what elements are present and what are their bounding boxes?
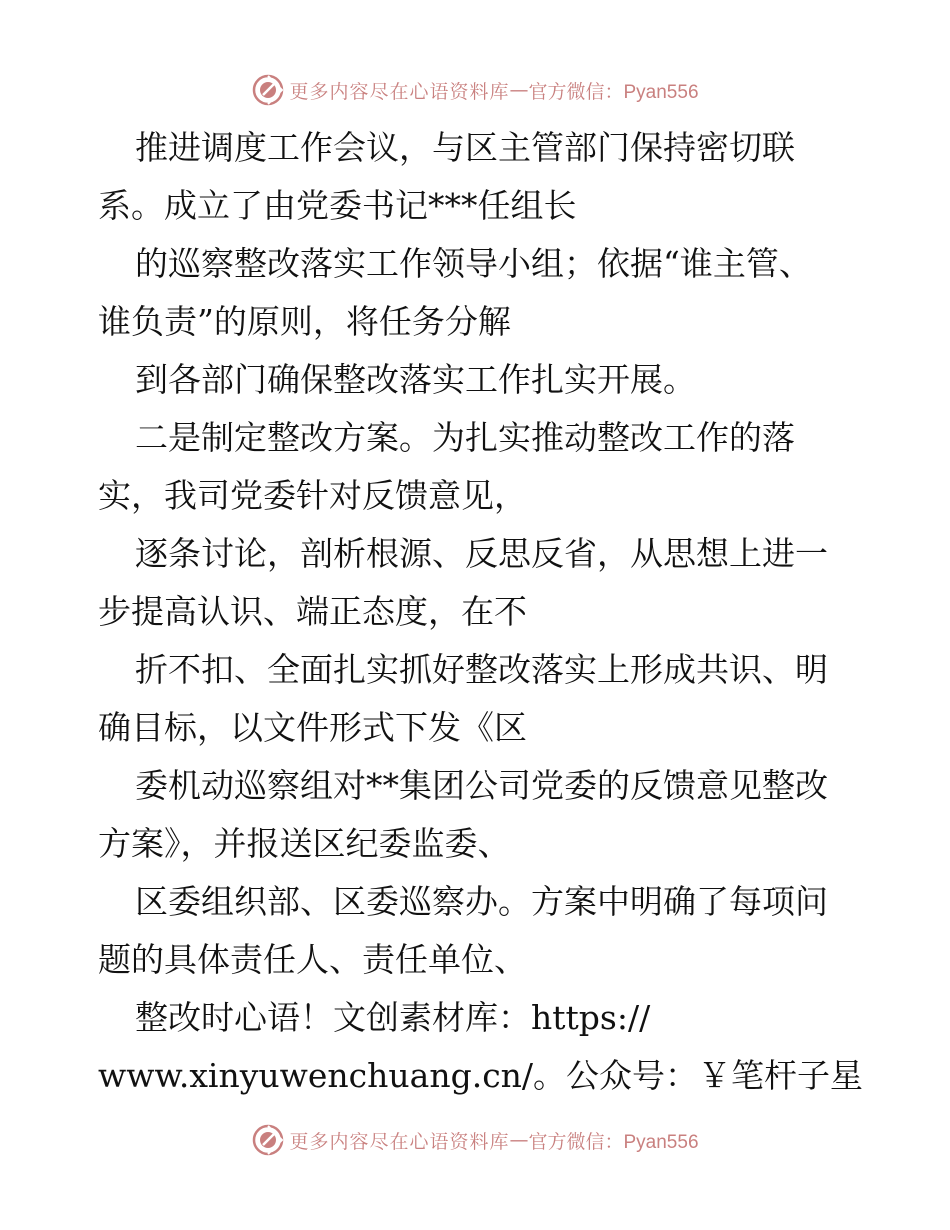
- text-line: 步提高认识、端正态度，在不: [98, 592, 527, 631]
- text-line: www.xinyuwenchuang.cn/。公众号：￥笔杆子星: [98, 1056, 864, 1095]
- header-banner: [0, 70, 950, 110]
- header-banner-text: 更多内容尽在心语资料库: [289, 80, 510, 103]
- footer-banner-dash: —: [509, 1129, 529, 1151]
- text-line: 委机动巡察组对**集团公司党委的反馈意见整改: [135, 766, 828, 805]
- text-line: 区委组织部、区委巡察办。方案中明确了每项问: [135, 882, 828, 921]
- text-line: 确目标，以文件形式下发《区: [98, 708, 527, 747]
- brand-logo-icon: [251, 73, 285, 107]
- text-line: 系。成立了由党委书记***任组长: [98, 186, 577, 225]
- footer-banner-text: 更多内容尽在心语资料库: [289, 1130, 510, 1153]
- header-banner-wechat: 官方微信：Pyan556: [528, 81, 699, 103]
- footer-banner-wechat: 官方微信：Pyan556: [528, 1131, 699, 1153]
- header-banner-dash: —: [509, 79, 529, 101]
- text-line: 二是制定整改方案。为扎实推动整改工作的落: [135, 418, 795, 457]
- footer-banner: [0, 1120, 950, 1160]
- brand-logo-icon: [251, 1123, 285, 1157]
- text-line: 推进调度工作会议，与区主管部门保持密切联: [135, 128, 795, 167]
- text-line: 逐条讨论，剖析根源、反思反省，从思想上进一: [135, 534, 828, 573]
- text-line: 到各部门确保整改落实工作扎实开展。: [135, 360, 696, 399]
- text-line: 谁负责”的原则，将任务分解: [98, 302, 511, 341]
- text-line: 题的具体责任人、责任单位、: [98, 940, 527, 979]
- text-line: 的巡察整改落实工作领导小组；依据“谁主管、: [135, 244, 812, 283]
- text-line: 方案》，并报送区纪委监委、: [98, 824, 511, 863]
- text-line: 折不扣、全面扎实抓好整改落实上形成共识、明: [135, 650, 828, 689]
- text-line: 实，我司党委针对反馈意见，: [98, 476, 527, 515]
- text-line: 整改时心语！文创素材库：https://: [135, 998, 651, 1037]
